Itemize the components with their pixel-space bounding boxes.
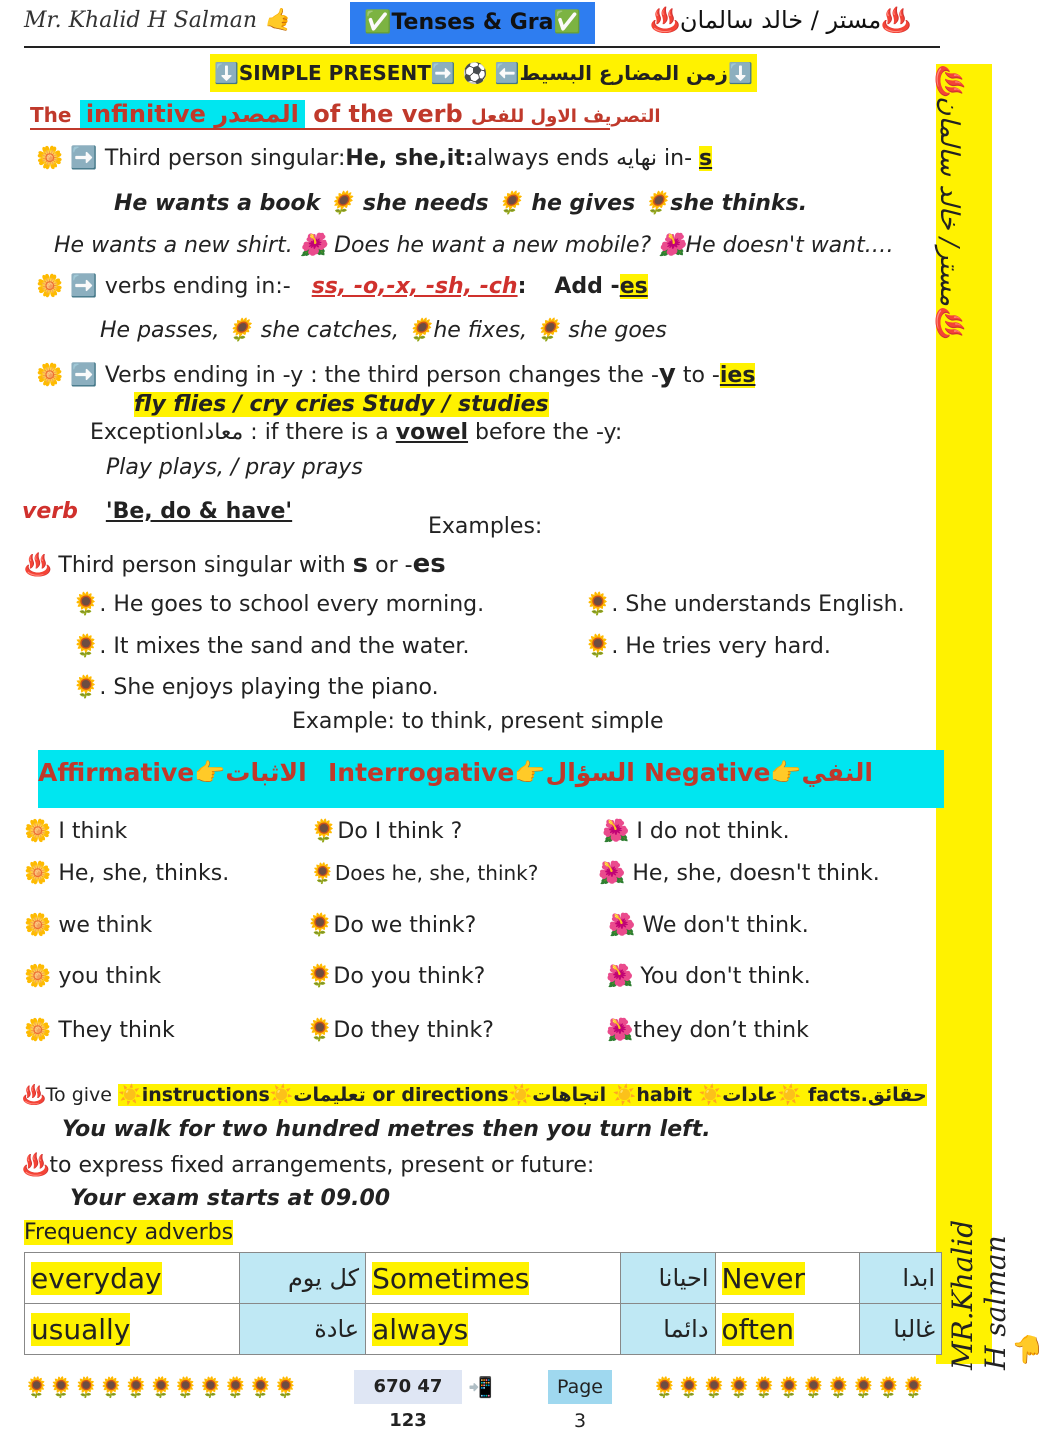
example-sentence: 🌻. He tries very hard. <box>584 634 831 659</box>
thumbs-hand-icon: 👈 <box>1012 1335 1045 1370</box>
table-cell: ابدا <box>860 1253 942 1304</box>
side-banner-en: MR.Khalid H salman 👈 <box>946 1219 1045 1370</box>
interrogative-item: 🌻Do you think? <box>306 964 486 989</box>
negative-item: 🌺 We don't think. <box>608 913 809 938</box>
rule-y-ending: 🌼 ➡️ Verbs ending in -y : the third person changes the -y to -ies <box>36 359 756 389</box>
arrow-right-icon: ➡️ <box>70 274 98 299</box>
negative-item: 🌺 He, she, doesn't think. <box>598 861 880 886</box>
table-cell: كل يوم <box>240 1253 366 1304</box>
example-sentence: 🌻. She understands English. <box>584 592 905 617</box>
flower-icon: 🌼 <box>36 146 64 171</box>
header-negative: Negative👉النفي <box>644 758 873 787</box>
interrogative-item: 🌻Do I think ? <box>310 819 463 844</box>
uses-example: Your exam starts at 09.00 <box>70 1186 391 1211</box>
verb-list-line: verb 'Be, do & have' <box>22 499 293 524</box>
interrogative-item: 🌻Do they think? <box>306 1018 494 1043</box>
affirmative-item: 🌼 you think <box>24 964 162 989</box>
rule-example-line: He wants a new shirt. 🌺 Does he want a new mobile? 🌺He doesn't want.… <box>54 233 894 258</box>
negative-item: 🌺 I do not think. <box>602 819 790 844</box>
table-cell: always <box>366 1304 621 1355</box>
third-person-line: ♨️ Third person singular with s or -es <box>24 549 446 579</box>
header-affirmative: Affirmative👉الاثبات <box>38 758 307 787</box>
header-interrogative: Interrogative👉السؤال <box>328 758 635 787</box>
uses-line: ♨️To give ☀️instructions☀️تعليمات or directions☀️اتجاهات ☀️habit ☀️عادات☀️ facts.حقائق <box>22 1084 927 1106</box>
example-sentence: 🌻. He goes to school every morning. <box>72 592 485 617</box>
negative-item: 🌺 You don't think. <box>606 964 811 989</box>
affirmative-item: 🌼 we think <box>24 913 153 938</box>
example-caption: Example: to think, present simple <box>292 709 664 734</box>
examples-label: Examples: <box>428 514 543 539</box>
table-cell: دائما <box>621 1304 715 1355</box>
table-cell: everyday <box>25 1253 240 1304</box>
interrogative-item: 🌻Does he, she, think? <box>310 861 539 885</box>
frequency-table <box>24 1252 942 1355</box>
infinitive-line: The infinitive المصدر of the verb التصريف الاول للفعل <box>30 100 661 128</box>
author-name-ar: ♨️مستر / خالد سالمان♨️ <box>650 6 912 34</box>
affirmative-item: 🌼 He, she, thinks. <box>24 861 230 886</box>
table-row <box>25 1253 942 1304</box>
phone-icon: 📲 <box>468 1375 493 1399</box>
rule-es-ending: 🌼 ➡️ verbs ending in:- ss, -o,-x, -sh, -ch: Add -es <box>36 274 648 299</box>
frequency-label: Frequency adverbs <box>24 1220 234 1245</box>
author-name-en: Mr. Khalid H Salman 🤙 <box>24 8 292 33</box>
phone-number: 670 47 123 <box>354 1370 462 1404</box>
arrow-right-icon: ➡️ <box>70 146 98 171</box>
exception-example: Play plays, / pray prays <box>106 455 363 480</box>
table-cell: often <box>715 1304 859 1355</box>
table-cell: usually <box>25 1304 240 1355</box>
exception-line: Exceptionمعادا : if there is a vowel before the -y: <box>90 420 623 445</box>
negative-item: 🌺they don’t think <box>606 1018 809 1043</box>
affirmative-item: 🌼 They think <box>24 1018 175 1043</box>
page-title: ✅Tenses & Gra✅ <box>350 2 595 44</box>
interrogative-item: 🌻Do we think? <box>306 913 477 938</box>
table-row <box>25 1304 942 1355</box>
arrow-right-icon: ➡️ <box>70 363 98 388</box>
sunflower-row: 🌻🌻🌻🌻🌻🌻🌻🌻🌻🌻🌻 <box>24 1375 298 1399</box>
header-divider <box>24 46 940 48</box>
rule-example-line: fly flies / cry cries Study / studies <box>134 392 549 417</box>
table-cell: احيانا <box>621 1253 715 1304</box>
rule-example-line: He wants a book 🌻 she needs 🌻 he gives 🌻she thinks. <box>114 191 808 216</box>
flower-icon: 🌼 <box>36 274 64 299</box>
sunflower-row: 🌻🌻🌻🌻🌻🌻🌻🌻🌻🌻🌻 <box>652 1375 926 1399</box>
rule-third-person: 🌼 ➡️ Third person singular:He, she,it:always ends نهايه in- s <box>36 146 713 171</box>
page-number: Page 3 <box>548 1370 612 1404</box>
table-cell: Sometimes <box>366 1253 621 1304</box>
rule-example-line: He passes, 🌻 she catches, 🌻he fixes, 🌻 she goes <box>100 318 667 343</box>
table-cell: غالبا <box>860 1304 942 1355</box>
flower-icon: 🌼 <box>36 363 64 388</box>
side-banner-ar: ♨️مستر/ خالد سالمان♨️ <box>934 64 964 339</box>
uses-example: You walk for two hundred metres then you turn left. <box>62 1117 711 1142</box>
table-cell: Never <box>715 1253 859 1304</box>
thumbs-hand-icon: 🤙 <box>264 8 292 33</box>
section-heading: ⬇️SIMPLE PRESENT➡️ ⚽ ⬅️زمن المضارع البسيط⬇️ <box>210 54 757 92</box>
example-sentence: 🌻. She enjoys playing the piano. <box>72 675 439 700</box>
affirmative-item: 🌼 I think <box>24 819 128 844</box>
uses-line: ♨️to express fixed arrangements, present or future: <box>22 1153 595 1178</box>
example-sentence: 🌻. It mixes the sand and the water. <box>72 634 470 659</box>
table-cell: عادة <box>240 1304 366 1355</box>
